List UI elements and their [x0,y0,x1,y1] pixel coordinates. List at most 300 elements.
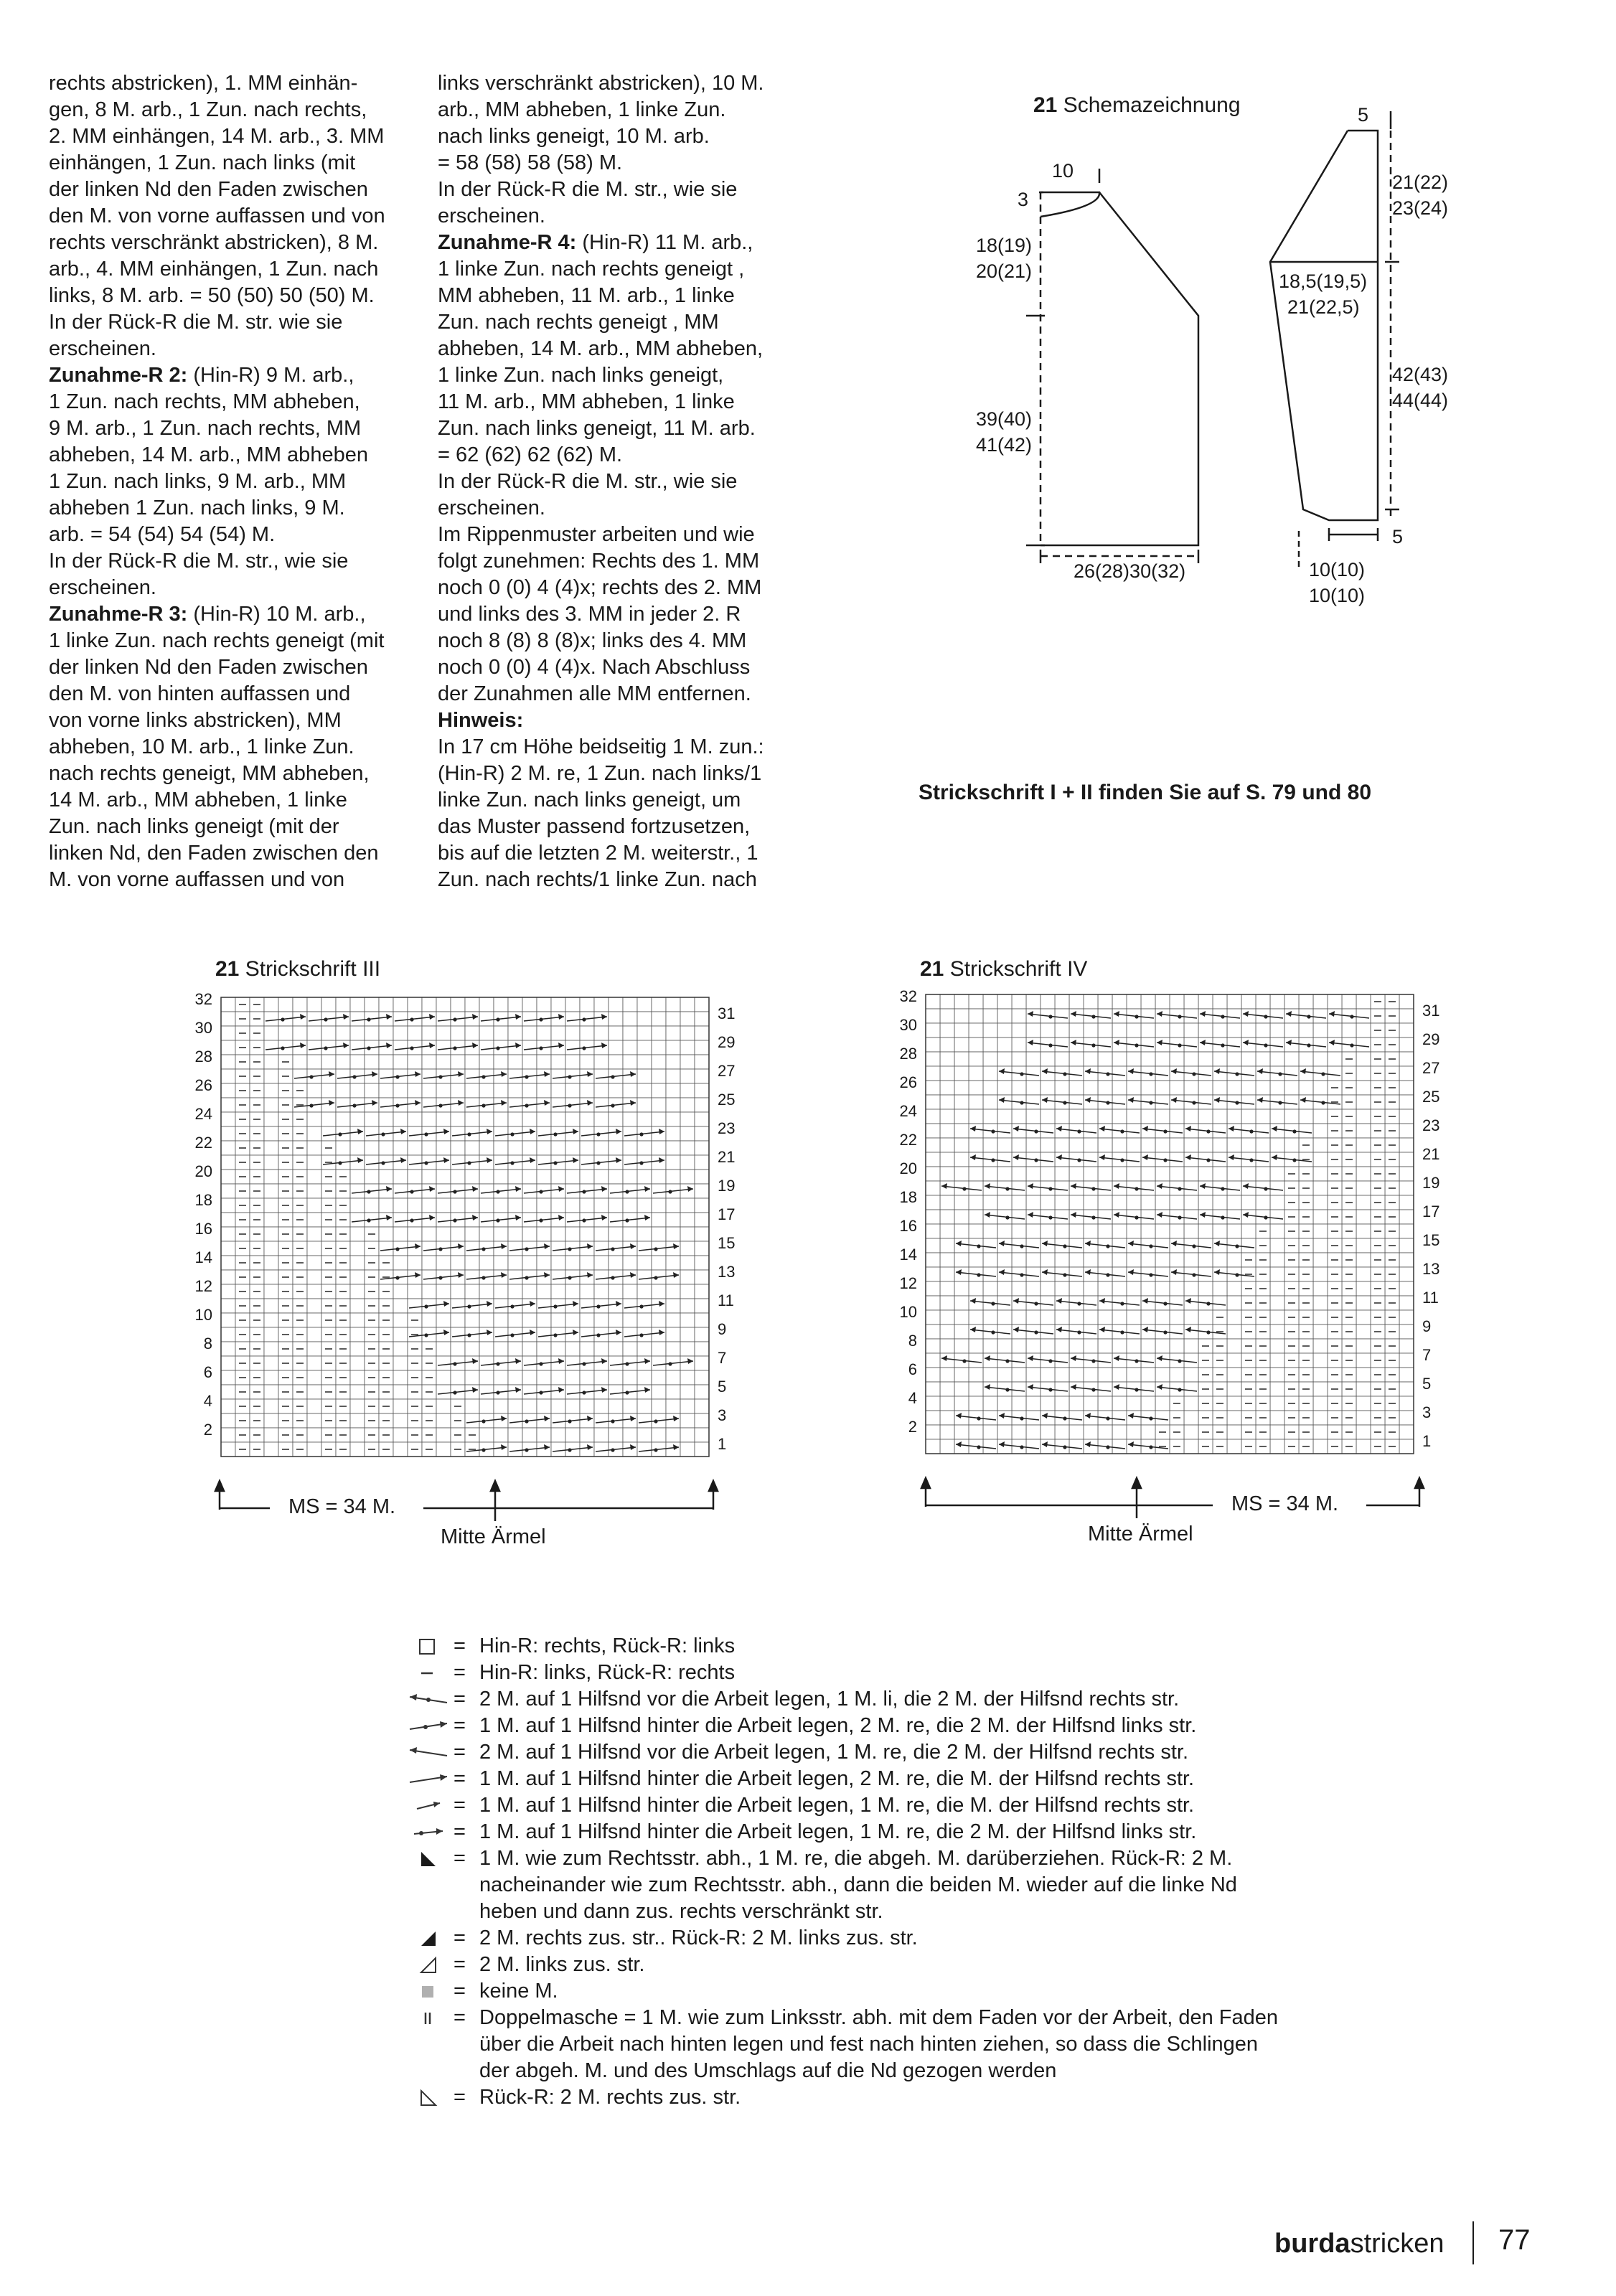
chart-cell [1198,1081,1213,1095]
chart-row-label: 21 [718,1148,736,1166]
chart-cell [580,1227,594,1241]
chart-cell [695,997,709,1012]
dim-neck-width: 10 [1052,160,1074,182]
chart-cell [1184,1210,1198,1224]
chart-cable-dot [1264,1187,1267,1190]
dim-body-height-b: 41(42) [976,434,1033,456]
chart-cell [1256,1195,1270,1210]
chart-row-label: 25 [718,1091,736,1109]
chart-cell [1040,1195,1055,1210]
chart-cell [594,1141,609,1155]
chart-cell [379,1055,393,1069]
chart-cable-dot [539,1190,542,1193]
chart-cable-dot [582,1218,586,1222]
chart-cable-dot [281,1046,284,1050]
text-line [438,548,797,575]
chart-cell [336,1112,350,1126]
chart-cell [580,1299,594,1313]
chart-cell [465,1413,479,1428]
legend-equals [454,2031,479,2058]
chart-cell [537,1227,551,1241]
chart-cell [307,1370,321,1385]
chart-cable-dot [1048,1215,1052,1219]
chart-cell [1026,1310,1040,1325]
chart-cable-dot [1163,1302,1167,1305]
chart-cell [1069,1023,1084,1038]
chart-cell [997,1109,1012,1124]
chart-cell [695,1284,709,1299]
chart-cell [1084,1281,1098,1296]
chart-cell [1170,1224,1184,1238]
chart-row-label: 15 [1422,1231,1440,1249]
chart-cable-dot [1321,1101,1325,1104]
chart-cell [1026,1253,1040,1267]
chart-cell [1270,1052,1284,1066]
text-line-bold: Zunahme-R 3: [49,603,188,626]
chart-cell [307,1313,321,1327]
chart-cell [695,1241,709,1256]
chart-cell [307,1270,321,1284]
chart-cell [940,1167,954,1181]
chart-cell [494,1026,508,1040]
chart-cell [1356,1038,1371,1052]
chart-cable-dot [1020,1416,1023,1420]
chart-cable-dot [1149,1273,1152,1276]
chart-cell [1184,1195,1198,1210]
chart-cell [522,1055,537,1069]
chart-cell [1127,1396,1141,1411]
chart-cell [350,1227,365,1241]
chart-cell [321,1126,336,1141]
chart-cell [1040,1224,1055,1238]
chart-cell [565,1141,580,1155]
chart-cell [666,1299,680,1313]
chart-cable-dot [1350,1043,1353,1047]
chart-cell [940,1066,954,1081]
chart-cell [594,1313,609,1327]
chart-cell [551,1069,565,1083]
chart-cell [1213,1281,1227,1296]
chart-cable-dot [962,1359,966,1363]
chart-cell [379,1227,393,1241]
chart-cell [1227,1253,1241,1267]
chart-cell [350,1356,365,1370]
legend-row [402,2031,1378,2058]
chart-cell [940,1411,954,1425]
chart-cable-dot [1020,1273,1023,1276]
chart-cell [1098,1009,1112,1023]
chart-cable-dot [1135,1215,1138,1219]
chart-cell [1127,1023,1141,1038]
chart-cell [680,1040,695,1055]
text-line-text: gen, 8 M. arb., 1 Zun. nach rechts, [49,98,367,121]
chart-cell [221,1342,235,1356]
chart-cell [1127,1296,1141,1310]
chart-cell [652,1227,666,1241]
text-line [438,150,797,177]
chart-cell [1198,1238,1213,1253]
chart-cell [1012,1038,1026,1052]
chart-cell [436,1256,451,1270]
text-line-text: 1 linke Zun. nach rechts geneigt (mit [49,629,385,652]
chart-cell [926,1267,940,1281]
chart-cell [695,1184,709,1198]
chart-cable-dot [568,1419,571,1423]
chart-cell [695,1040,709,1055]
chart-cell [221,1170,235,1184]
chart-cell [637,1284,652,1299]
chart-cell [479,1184,494,1198]
chart-cell [451,997,465,1012]
chart-cell [609,1112,623,1126]
chart-cell [1399,1382,1414,1396]
chart-cell [479,1055,494,1069]
chart-cable-dot [1048,1359,1052,1363]
chart-cell [436,1198,451,1213]
chart-cell [1141,1210,1155,1224]
chart-cell [1084,1152,1098,1167]
chart-cell [264,1155,278,1170]
chart-cable-dot [625,1218,629,1222]
chart-cell [580,1112,594,1126]
chart-cell [1227,1052,1241,1066]
chart-cell [1356,1325,1371,1339]
chart-cell [451,1141,465,1155]
chart-cable-dot [424,1132,428,1136]
chart-row-label: 15 [718,1234,736,1252]
chart-cable-dot [510,1304,514,1308]
chart-cell [1227,1439,1241,1454]
chart-cell [1040,1296,1055,1310]
text-line-text: einhängen, 1 Zun. nach links (mit [49,151,356,174]
chart-cell [1241,1224,1256,1238]
dim-sleeve-length-b: 44(44) [1392,390,1449,411]
chart-cell [551,1098,565,1112]
chart-cable-dot [568,1104,571,1107]
legend-row [402,1633,1378,1660]
chart-cable-dot [568,1075,571,1078]
chart-cell [451,1055,465,1069]
chart-cell [565,1170,580,1184]
legend-row [402,1766,1378,1792]
chart-cable-dot [496,1017,499,1021]
chart-cell [537,1112,551,1126]
chart-cell [408,997,422,1012]
chart-cell [580,1313,594,1327]
chart-cell [465,1342,479,1356]
chart-cell [494,1141,508,1155]
chart-cell [1184,1411,1198,1425]
chart-cell [1241,1066,1256,1081]
chart-cell [1040,1339,1055,1353]
chart-cell [983,1138,997,1152]
legend-text: Rück-R: 2 M. rechts zus. str. [479,2086,741,2109]
chart-cell [1040,1081,1055,1095]
chart-cell [1198,1052,1213,1066]
text-line-text: In der Rück-R die M. str., wie sie [438,178,738,201]
chart-cell [393,1413,408,1428]
chart-cell [1055,1109,1069,1124]
text-line [49,867,422,893]
chart-cell [393,1170,408,1184]
chart-cell [522,1170,537,1184]
chart-cell [594,1413,609,1428]
chart-cell [1127,1339,1141,1353]
text-line-text: noch 8 (8) 8 (8)x; links des 4. MM [438,629,747,652]
chart-cell [926,1023,940,1038]
chart-cell [436,1385,451,1399]
chart-cell [1399,1238,1414,1253]
chart-cell [1155,1396,1170,1411]
chart-cell [221,1313,235,1327]
text-line [49,840,422,867]
chart-cell [321,1026,336,1040]
chart-cell [1227,1396,1241,1411]
chart-cell [1141,1382,1155,1396]
chart-cell [494,1055,508,1069]
chart-cable-dot [395,1276,399,1279]
chart-cell [1141,1138,1155,1152]
chart-cell [1356,1339,1371,1353]
chart-cell [1270,1224,1284,1238]
chart-cable-dot [395,1104,399,1107]
chart-cell [1213,1224,1227,1238]
cable-left-icon [402,1739,454,1766]
chart-cell [983,1339,997,1353]
legend-row [402,1952,1378,1978]
chart-cell [695,1270,709,1284]
text-line-text: erscheinen. [438,204,545,227]
chart-cable-dot [991,1302,995,1305]
chart-cable-dot [338,1132,342,1136]
chart-cell [465,1270,479,1284]
chart-cell [1198,1224,1213,1238]
chart-cell [637,1370,652,1385]
text-line-text: linke Zun. nach links geneigt, um [438,789,741,811]
chart-cell [350,1241,365,1256]
chart-cell [1299,1081,1313,1095]
chart-row-label: 19 [718,1177,736,1195]
chart-cell [940,1296,954,1310]
chart-cell [508,997,522,1012]
text-line-text: Zun. nach links geneigt (mit der [49,815,339,838]
chart-cable-dot [481,1247,485,1251]
chart-cell [307,997,321,1012]
text-line [438,814,797,840]
text-line [49,389,422,415]
dash-icon [402,1660,454,1686]
chart-cell [1084,1396,1098,1411]
chart-cell [1098,1339,1112,1353]
chart-cell [680,1155,695,1170]
chart-cell [1399,1081,1414,1095]
chart-cell [1069,1339,1084,1353]
chart-cell [695,1083,709,1098]
chart-cable-dot [1350,1015,1353,1018]
chart-cell [1227,1296,1241,1310]
chart-cell [307,1241,321,1256]
chart-cell [1127,1368,1141,1382]
chart-cell [637,1026,652,1040]
chart-cell [997,1310,1012,1325]
chart-cell [465,1055,479,1069]
chart-cell [1213,1109,1227,1124]
chart-cell [221,1442,235,1457]
chart-cell [1227,1353,1241,1368]
chart-cell [680,1442,695,1457]
chart-cell [221,1126,235,1141]
chart-cell [479,1370,494,1385]
chart-cell [1026,1368,1040,1382]
chart-cell [393,1313,408,1327]
chart-cell [293,1026,307,1040]
chart-cell [537,1299,551,1313]
chart-cell [969,1052,983,1066]
text-line [49,203,422,230]
text-line-text: bis auf die letzten 2 M. weiterstr., 1 [438,842,758,865]
dim-body-width: 26(28)30(32) [1074,560,1186,582]
chart-cell [1055,1368,1069,1382]
text-line [49,336,422,362]
chart-cell [666,1026,680,1040]
chart-cell [1198,1310,1213,1325]
chart-cell [695,1385,709,1399]
chart-cell [436,1399,451,1413]
chart-cell [1155,1066,1170,1081]
text-line [438,203,797,230]
chart-cell [264,1313,278,1327]
chart-cell [1012,1339,1026,1353]
chart-cell [551,1313,565,1327]
chart-cable-dot [1178,1015,1181,1018]
chart-cell [969,1224,983,1238]
chart-cell [580,1428,594,1442]
chart-cable-dot [467,1132,471,1136]
chart-cell [666,1227,680,1241]
chart-cell [997,1009,1012,1023]
chart-cell [307,1256,321,1270]
chart-cell [1227,1109,1241,1124]
chart-cell [551,1413,565,1428]
chart-cell [1112,1396,1127,1411]
chart-cable-dot [977,1244,980,1248]
chart-cell [307,1198,321,1213]
chart-cell [666,1040,680,1055]
chart-cell [1270,1038,1284,1052]
chart-cell [1141,1181,1155,1195]
chart-cell [393,1083,408,1098]
text-line-text: links verschränkt abstricken), 10 M. [438,72,764,95]
chart-cell [307,1284,321,1299]
chart-cell [551,1112,565,1126]
chart-cell [221,1184,235,1198]
chart-cell [465,1284,479,1299]
chart-cell [666,1126,680,1141]
chart-cable-dot [467,1161,471,1165]
chart-cell [508,1141,522,1155]
legend-row [402,1792,1378,1819]
chart-cell [1040,1023,1055,1038]
text-line-text: 1 linke Zun. nach links geneigt, [438,364,724,387]
chart-cell [422,1313,436,1327]
triangle-outline-left-icon [402,2084,454,2111]
chart-cell [1227,1382,1241,1396]
chart-cell [1012,1009,1026,1023]
chart-cell [997,1167,1012,1181]
text-line-text: 2. MM einhängen, 14 M. arb., 3. MM [49,125,385,148]
chart-cell [1284,1138,1299,1152]
chart-cell [1127,1138,1141,1152]
text-line-text: arb., 4. MM einhängen, 1 Zun. nach [49,258,379,281]
chart-cell [1055,1009,1069,1023]
chart-cell [1012,1167,1026,1181]
legend-equals [454,1872,479,1899]
chart-cell [422,1083,436,1098]
chart-cell [594,1284,609,1299]
chart-cell [451,1227,465,1241]
chart-cell [983,994,997,1009]
chart-cell [1299,1052,1313,1066]
chart-cell [594,1112,609,1126]
chart4-baseline [914,1475,1431,1525]
chart-cell [1227,1210,1241,1224]
text-line-text: = 62 (62) 62 (62) M. [438,443,623,466]
chart-cable-dot [1221,1187,1224,1190]
chart-cell [1170,1296,1184,1310]
dim-sleeve-width-a: 18,5(19,5) [1279,270,1368,292]
chart-cable-dot [962,1187,966,1190]
chart-cell [1012,1281,1026,1296]
chart-cell [1213,1081,1227,1095]
chart-cell [1098,1425,1112,1439]
chart-cell [695,1299,709,1313]
chart-cell [997,1224,1012,1238]
chart-cell [983,1425,997,1439]
chart-cell [666,1327,680,1342]
chart-cell [1184,1281,1198,1296]
chart-cell [954,1296,969,1310]
chart-cell [494,1227,508,1241]
dim-cuff-height: 5 [1392,526,1404,547]
chart-cell [652,1284,666,1299]
chart-cell [565,1385,580,1399]
chart-cell [623,1227,637,1241]
chart-cell [983,1023,997,1038]
chart-cell [494,1313,508,1327]
chart-cell [1313,1396,1328,1411]
dim-cuff-width-a: 10(10) [1309,559,1366,580]
chart-cell [1084,1310,1098,1325]
chart-cell [1313,1181,1328,1195]
text-line [438,654,797,681]
chart-cell [494,1126,508,1141]
chart-cell [479,1083,494,1098]
chart-cable-dot [1149,1445,1152,1449]
chart-cell [451,1112,465,1126]
chart-cell [609,997,623,1012]
chart-cell [594,1170,609,1184]
chart-cell [695,1256,709,1270]
chart-cell [508,1026,522,1040]
chart-cell [1112,1023,1127,1038]
text-line-bold: Zunahme-R 2: [49,364,188,387]
chart-cell [264,1126,278,1141]
chart-cell [264,1299,278,1313]
chart-cell [1399,1152,1414,1167]
chart-cell [537,1026,551,1040]
chart-cell [465,1227,479,1241]
text-line-text: den M. von hinten auffassen und [49,682,351,705]
